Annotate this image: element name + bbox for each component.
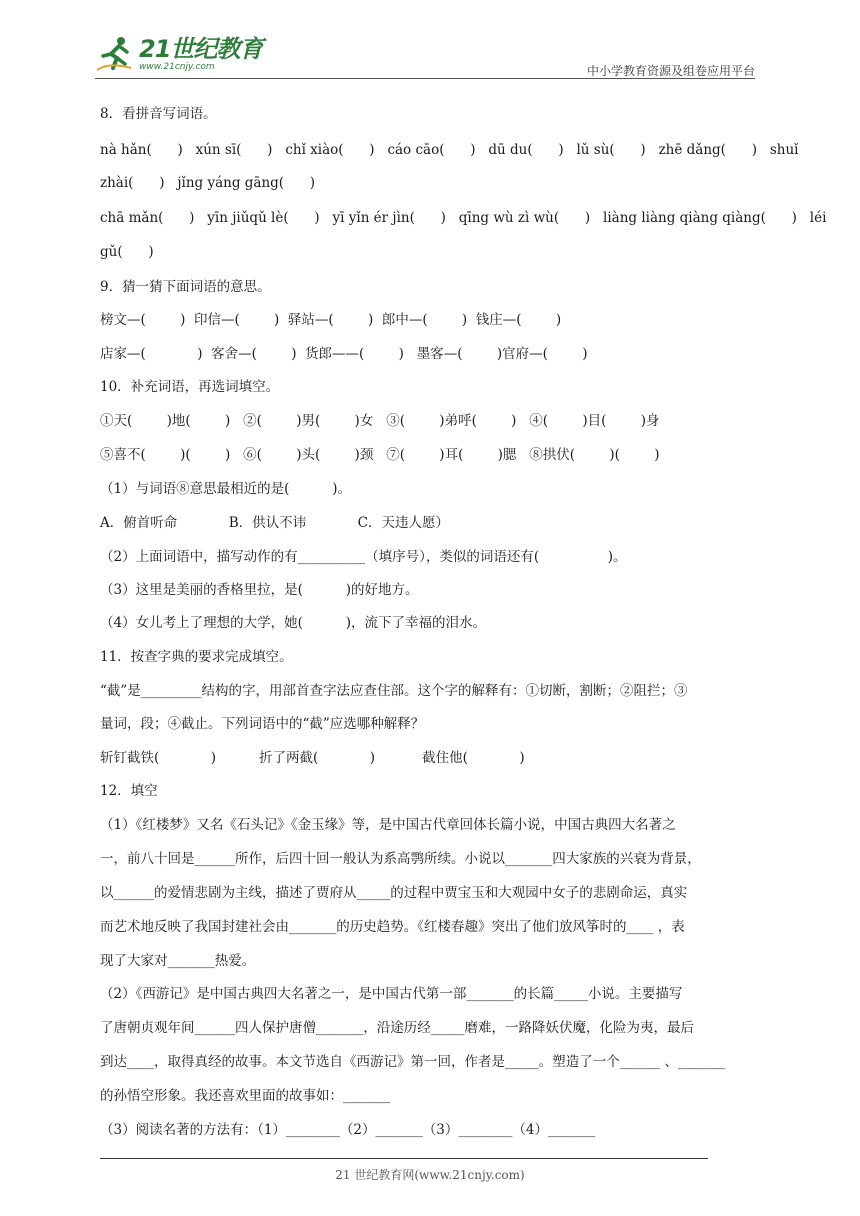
page-footer: 21 世纪教育网(www.21cnjy.com) xyxy=(335,1168,525,1182)
question-10-sub: （2）上面词语中，描写动作的有__________（填序号），类似的词语还有( )。 xyxy=(100,549,627,565)
logo-url: www.21cnjy.com xyxy=(139,61,215,72)
question-12-line: （2）《西游记》是中国古典四大名著之一，是中国古代第一部_______的长篇_____小说。主要描写 xyxy=(100,986,683,1002)
question-8-line: zhài( ) jǐng yáng gāng( ) xyxy=(100,175,316,191)
question-9-title: 9．猜一猜下面词语的意思。 xyxy=(100,279,271,295)
question-12-line: 现了大家对_______热爱。 xyxy=(100,953,256,969)
question-10-sub: （3）这里是美丽的香格里拉，是( )的好地方。 xyxy=(100,582,419,598)
question-11-line: 斩钉截铁( ) 折了两截( ) 截住他( ) xyxy=(100,750,525,766)
header-divider xyxy=(95,78,755,79)
question-9-line: 店家—( ) 客舍—( ) 货郎——( ) 墨客—( )官府—( ) xyxy=(100,346,588,362)
question-10-options: A．俯首听命 B．供认不讳 C．天违人愿） xyxy=(100,515,449,531)
question-12-line: 的孙悟空形象。我还喜欢里面的故事如：_______ xyxy=(100,1088,391,1104)
question-12-line: （3）阅读名著的方法有：（1）________（2）_______（3）________（4）_______ xyxy=(100,1122,596,1138)
question-12-line: 而艺术地反映了我国封建社会由_______的历史趋势。《红楼春趣》突出了他们放风筝时的____ ，表 xyxy=(100,919,685,935)
page-header xyxy=(95,30,755,78)
footer-divider xyxy=(100,1158,708,1159)
question-8-line: gǔ( ) xyxy=(100,244,154,260)
question-8-line: nà hǎn( ) xún sī( ) chǐ xiào( ) cáo cāo( ) dū du( ) lǔ sù( ) zhē dǎng( ) shuǐ xyxy=(100,142,799,158)
question-12-line: 一，前八十回是______所作，后四十回一般认为系高鹗所续。小说以_______四大家族的兴衰为背景， xyxy=(100,851,701,867)
question-9-line: 榜文—( ) 印信—( ) 驿站—( ) 郎中—( ) 钱庄—( ) xyxy=(100,312,562,328)
question-10-line: ⑤喜不( )( ) ⑥( )头( )颈 ⑦( )耳( )腮 ⑧拱伏( )( ) xyxy=(100,447,660,463)
question-8-title: 8．看拼音写词语。 xyxy=(100,106,217,122)
question-12-title: 12．填空 xyxy=(100,783,158,799)
logo-title: 21世纪教育 xyxy=(139,34,263,63)
question-10-line: ①天( )地( ) ②( )男( )女 ③( )弟呼( ) ④( )目( )身 xyxy=(100,413,660,429)
platform-name: 中小学教育资源及组卷应用平台 xyxy=(586,64,755,78)
question-10-sub: （4）女儿考上了理想的大学，她( )，流下了幸福的泪水。 xyxy=(100,615,487,631)
question-12-line: 了唐朝贞观年间______四人保护唐僧_______，沿途历经_____磨难，一路降妖伏魔，化险为夷，最后 xyxy=(100,1020,694,1036)
runner-logo-icon xyxy=(95,34,135,74)
question-10-title: 10．补充词语，再选词填空。 xyxy=(100,379,280,395)
question-10-sub: （1）与词语⑧意思最相近的是( )。 xyxy=(100,481,352,497)
question-12-line: （1）《红楼梦》又名《石头记》《金玉缘》等，是中国古代章回体长篇小说，中国古典四大名著之 xyxy=(100,817,676,833)
logo xyxy=(95,34,262,74)
question-11-line: 量词，段；④截止。下列词语中的“截”应选哪种解释？ xyxy=(100,716,425,732)
question-12-line: 到达____，取得真经的故事。本文节选自《西游记》第一回，作者是_____。塑造了一个______ 、_______ xyxy=(100,1054,726,1070)
question-12-line: 以______的爱情悲剧为主线，描述了贾府从_____的过程中贾宝玉和大观园中女子的悲剧命运，真实 xyxy=(100,885,688,901)
question-11-line: “截”是_________结构的字，用部首查字法应查住部。这个字的解释有：①切断，割断；②阻拦；③ xyxy=(100,683,688,699)
question-11-title: 11．按查字典的要求完成填空。 xyxy=(100,649,293,665)
question-8-line: chā mǎn( ) yīn jiǔqǔ lè( ) yī yǐn ér jìn( ) qīng wù zì wù( ) liàng liàng qiàng qiàng( ) léi xyxy=(100,210,827,226)
